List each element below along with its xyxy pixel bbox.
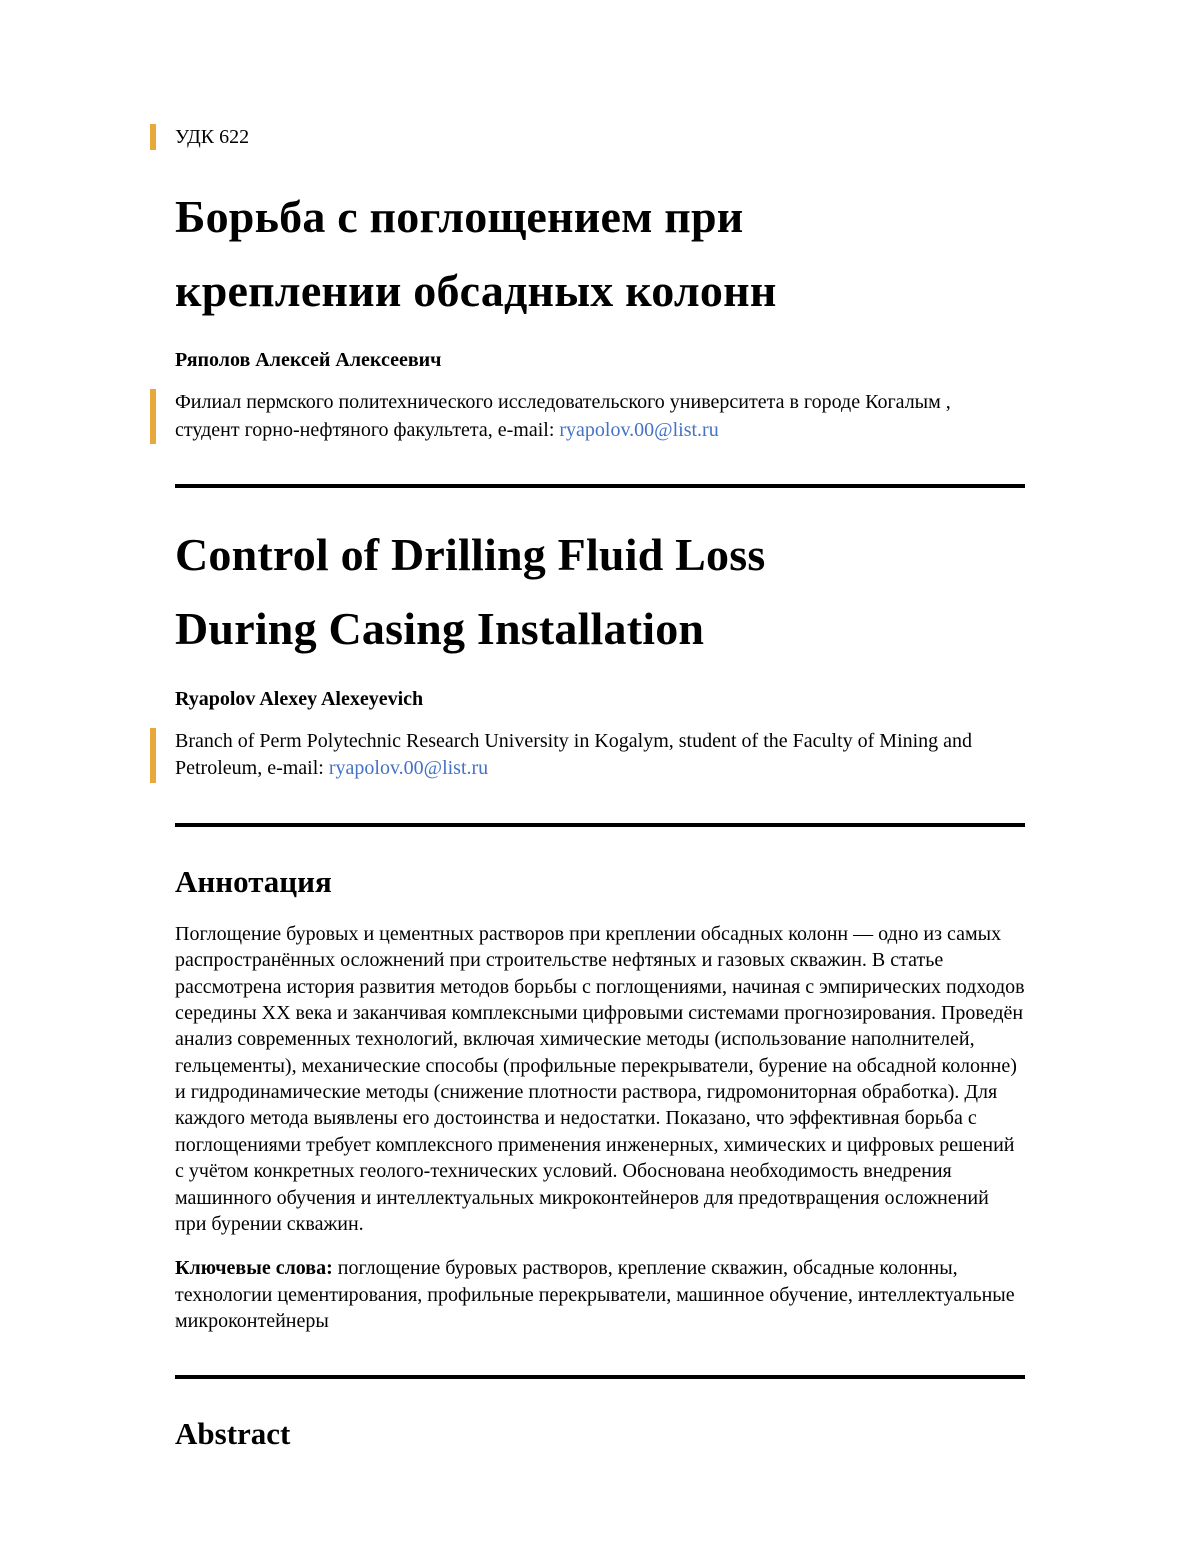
keywords-label: Ключевые слова: <box>175 1257 333 1280</box>
abstract-heading: Abstract <box>175 1415 291 1451</box>
affiliation-en-text: Branch of Perm Polytechnic Research University in Kogalym, student of the Faculty of Mining and Petroleum, e-mail: <box>175 729 973 780</box>
email-link-en[interactable]: ryapolov.00@list.ru <box>328 757 489 780</box>
annotation-heading: Аннотация <box>175 863 332 899</box>
author-ru: Ряполов Алексей Алексеевич <box>175 349 442 372</box>
title-ru-line-2: креплении обсадных колонн <box>175 264 777 316</box>
title-en-line-2: During Casing Installation <box>175 602 705 654</box>
email-link-ru[interactable]: ryapolov.00@list.ru <box>559 418 719 441</box>
keywords-text: поглощение буровых растворов, крепление скважин, обсадные колонны, технологии цементирования, профильные перекрыватели, машинное обучение, интеллектуальные микроконтейнеры <box>175 1257 1015 1333</box>
udc-label <box>150 124 1025 150</box>
section-divider-3 <box>175 1375 1025 1379</box>
title-en <box>175 518 1025 665</box>
author-en: Ryapolov Alexey Alexeyevich <box>175 687 424 710</box>
affiliation-ru <box>150 389 1010 444</box>
keywords-paragraph <box>175 1255 1025 1334</box>
section-divider-1 <box>175 484 1025 488</box>
annotation-paragraph: Поглощение буровых и цементных растворов при креплении обсадных колонн — одно из самых распространённых осложнений при строительстве нефтяных и газовых скважин. В статье рассмотрена история развития методов борьбы с поглощениями, начиная с эмпирических подходов середины XX века и заканчивая комплексными цифровыми системами прогнозирования. Проведён анализ современных технологий, включая химические методы (использование наполнителей, гельцементы), механические способы (профильные перекрыватели, бурение на обсадной колонне) и гидродинамические методы (снижение плотности раствора, гидромониторная обработка). Для каждого метода выявлены его достоинства и недостатки. Показано, что эффективная борьба с поглощениями требует комплексного применения инженерных, химических и цифровых решений с учётом конкретных геолого-технических условий. Обоснована необходимость внедрения машинного обучения и интеллектуальных микроконтейнеров для предотвращения осложнений при бурении скважин. <box>175 922 1025 1236</box>
title-en-line-1: Control of Drilling Fluid Loss <box>175 529 766 581</box>
affiliation-en <box>150 728 1010 783</box>
section-divider-2 <box>175 823 1025 827</box>
udc-text: УДК 622 <box>175 126 250 148</box>
title-ru <box>175 180 1025 327</box>
title-ru-line-1: Борьба с поглощением при <box>175 191 744 242</box>
affiliation-ru-text: Филиал пермского политехнического исследовательского университета в городе Когалым , студент горно-нефтяного факультета, e-mail: <box>175 391 951 441</box>
